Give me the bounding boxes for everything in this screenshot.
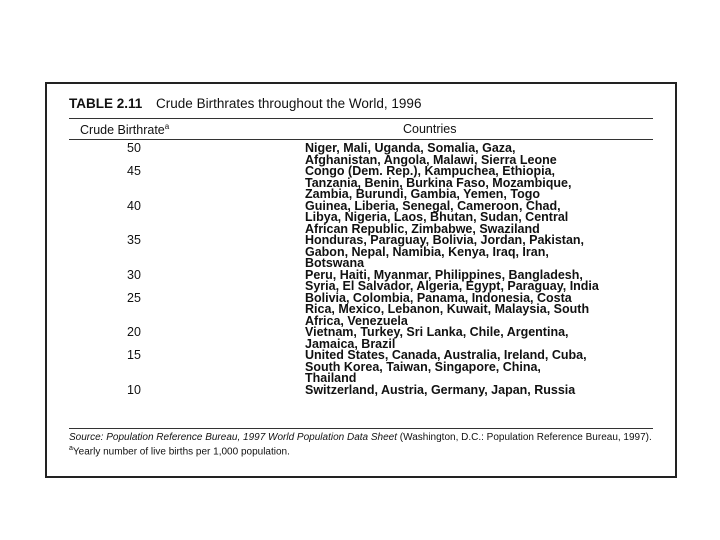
table-row (47, 267, 675, 293)
table-row (47, 290, 675, 328)
table-body (47, 143, 675, 396)
countries-line: Bolivia, Colombia, Panama, Indonesia, Costa (305, 290, 572, 305)
row-countries (305, 267, 665, 293)
header-countries: Countries (403, 122, 457, 136)
table-row (47, 327, 675, 350)
row-countries (305, 290, 665, 328)
table-title-text: Crude Birthrates throughout the World, 1996 (156, 96, 422, 111)
header-crude-birthrate (80, 122, 169, 137)
row-rate: 25 (127, 290, 141, 305)
row-rate: 15 (127, 348, 141, 362)
countries-line: African Republic, Zimbabwe, Swaziland (305, 221, 540, 236)
countries-line: Tanzania, Benin, Burkina Faso, Mozambique, (305, 175, 572, 190)
countries-line: Botswana (305, 256, 365, 270)
countries-line: Zambia, Burundi, Gambia, Yemen, Togo (305, 187, 540, 201)
note-mark: a (69, 445, 73, 452)
row-rate: 50 (127, 141, 141, 155)
table-row (47, 235, 675, 270)
countries-line: Switzerland, Austria, Germany, Japan, Russia (305, 382, 576, 397)
countries-line: Afghanistan, Angola, Malawi, Sierra Leone (305, 152, 557, 167)
countries-line: Honduras, Paraguay, Bolivia, Jordan, Pakistan, (305, 233, 585, 247)
countries-line: Jamaica, Brazil (305, 336, 396, 351)
row-countries (305, 382, 665, 397)
row-countries (305, 327, 665, 350)
definition-note (69, 443, 659, 457)
source-label: Source: (69, 432, 104, 443)
table-frame (45, 82, 677, 478)
row-rate: 45 (127, 164, 141, 178)
source-note (69, 432, 659, 443)
footnotes (69, 432, 659, 457)
countries-line: Rica, Mexico, Lebanon, Kuwait, Malaysia, South (305, 302, 590, 316)
row-rate: 10 (127, 382, 141, 397)
header-note-mark: a (164, 122, 170, 131)
row-countries (305, 143, 665, 166)
countries-line: Syria, El Salvador, Algeria, Egypt, Paraguay, India (305, 279, 599, 293)
table-row (47, 350, 675, 385)
top-rule (69, 118, 653, 119)
table-number: TABLE 2.11 (69, 96, 143, 111)
countries-line: Guinea, Liberia, Senegal, Cameroon, Chad, (305, 198, 561, 213)
row-rate: 35 (127, 233, 141, 247)
row-countries (305, 350, 665, 385)
countries-line: South Korea, Taiwan, Singapore, China, (305, 359, 541, 374)
source-text-b: (Washington, D.C.: Population Reference Bureau, 1997). (399, 432, 652, 443)
row-rate: 20 (127, 325, 141, 339)
countries-line: Vietnam, Turkey, Sri Lanka, Chile, Argentina, (305, 325, 569, 339)
row-countries (305, 198, 665, 236)
countries-line: Libya, Nigeria, Laos, Bhutan, Sudan, Central (305, 210, 569, 224)
countries-line: United States, Canada, Australia, Ireland, Cuba, (305, 348, 587, 362)
countries-line: Africa, Venezuela (305, 313, 408, 328)
row-rate: 30 (127, 267, 141, 282)
table-row (47, 382, 675, 397)
countries-line: Gabon, Nepal, Namibia, Kenya, Iraq, Iran, (305, 244, 549, 259)
row-countries (305, 166, 665, 201)
row-rate: 40 (127, 198, 141, 213)
countries-line: Peru, Haiti, Myanmar, Philippines, Bangladesh, (305, 267, 583, 282)
source-text-a: Population Reference Bureau, (106, 432, 241, 443)
table-row (47, 198, 675, 236)
source-title: 1997 World Population Data Sheet (243, 432, 398, 443)
header-rate-label: Crude Birthrate (80, 123, 165, 138)
countries-line: Thailand (305, 371, 357, 385)
table-title (69, 96, 421, 111)
row-countries (305, 235, 665, 270)
note-text: Yearly number of live births per 1,000 population. (72, 446, 290, 458)
header-rule (69, 139, 653, 140)
table-row (47, 143, 675, 166)
countries-line: Congo (Dem. Rep.), Kampuchea, Ethiopia, (305, 164, 556, 178)
countries-line: Niger, Mali, Uganda, Somalia, Gaza, (305, 141, 516, 155)
table-row (47, 166, 675, 201)
footer-rule (69, 428, 653, 429)
